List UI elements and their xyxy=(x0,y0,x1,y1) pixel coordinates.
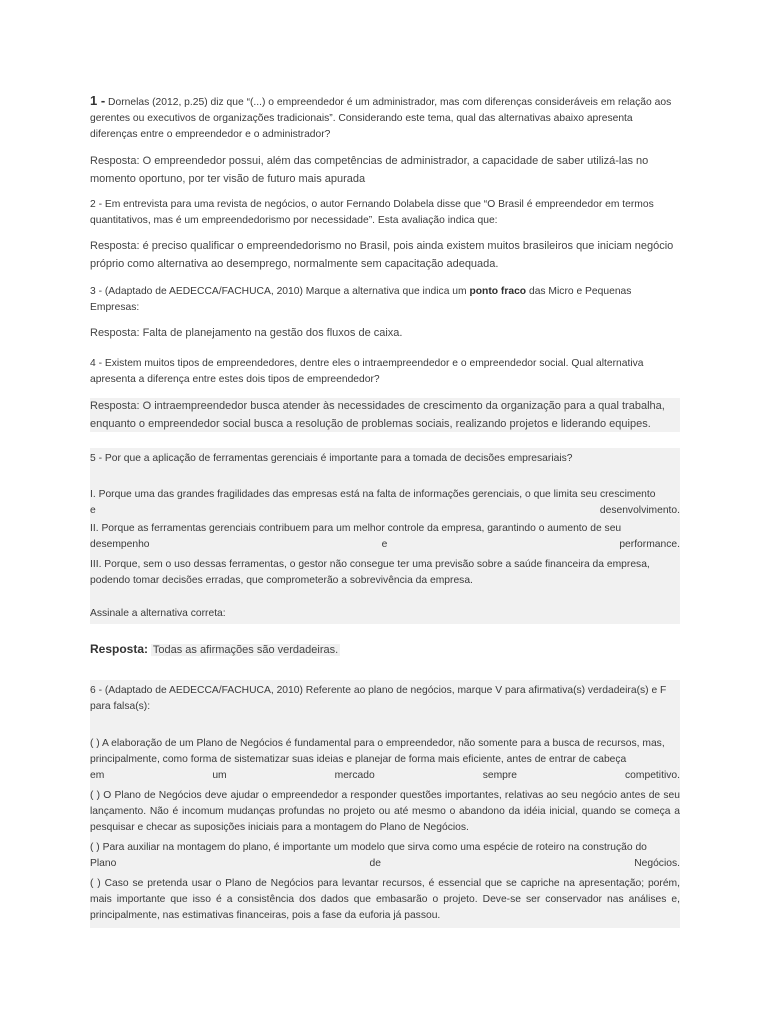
question-3-text-before: 3 - (Adaptado de AEDECCA/FACHUCA, 2010) Marque a alternativa que indica um xyxy=(90,286,470,297)
question-4-answer-text: O intraempreendedor busca atender às necessidades de crescimento da organização para a qual trabalha, enquanto o empreendedor social busca a resolução de problemas sociais, realizando projetos e liderando equipes. xyxy=(90,400,665,430)
word: mercado xyxy=(334,770,375,781)
word: de xyxy=(369,858,381,869)
word: e xyxy=(381,539,388,550)
question-1-text: Dornelas (2012, p.25) diz que “(...) o empreendedor é um administrador, mas com diferenças consideráveis em relação aos gerentes ou executivos de organizações tradicionais”. Considerando este tema, qual das alternativas abaixo apresenta diferenças entre o empreendedor e o administrador? xyxy=(90,97,672,140)
word: Plano xyxy=(90,858,117,869)
word: e xyxy=(90,505,96,516)
question-6-item-2: ( ) O Plano de Negócios deve ajudar o empreendedor a responder questões importantes, relativas ao seu negócio antes de seu lançamento. Não é incomum mudanças profundas no projeto ou até mesmo o abandono da idéia inicial, quando se começa a pesquisar e checar as suposições iniciais para a montagem do Plano de Negócios. xyxy=(90,790,680,833)
question-5-item-3: III. Porque, sem o uso dessas ferramentas, o gestor não consegue ter uma previsão sobre a saúde financeira da empresa, podendo tomar decisões erradas, que comprometerão a sobrevivência da empresa. xyxy=(90,559,650,586)
word: sempre xyxy=(482,770,518,781)
question-4-text: 4 - Existem muitos tipos de empreendedores, dentre eles o intraempreendedor e o empreendedor social. Qual alternativa apresenta a diferença entre estes dois tipos de empreendedor? xyxy=(90,358,644,385)
question-6-item-4: ( ) Caso se pretenda usar o Plano de Negócios para levantar recursos, é essencial que se capriche na apresentação; porém, mais importante que isso é a consistência dos dados que embasarão o projeto. Deve-se ser conservador nas análises e, principalmente, nas estimativas financeiras, pois a fase da euforia já passou. xyxy=(90,878,680,921)
question-6-item-3-line-2 xyxy=(90,856,680,872)
question-3-text-after: das Micro e Pequenas Empresas: xyxy=(90,286,632,313)
question-1-answer: Resposta: O empreendedor possui, além das competências de administrador, a capacidade de saber utilizá-las no momento oportuno, por ter visão de futuro mais apurada xyxy=(90,155,649,185)
word: desempenho xyxy=(90,539,150,550)
word: competitivo. xyxy=(625,770,680,781)
question-5-text: 5 - Por que a aplicação de ferramentas gerenciais é importante para a tomada de decisões empresariais? xyxy=(90,453,573,464)
question-3 xyxy=(90,284,680,316)
word: em xyxy=(90,770,105,781)
question-6-item-1-last-line xyxy=(90,768,680,784)
question-3-emphasis: ponto fraco xyxy=(469,286,527,297)
question-1 xyxy=(90,93,680,143)
question-3-answer: Resposta: Falta de planejamento na gestão dos fluxos de caixa. xyxy=(90,327,403,339)
question-5-instruction: Assinale a alternativa correta: xyxy=(90,608,226,619)
question-2-text: 2 - Em entrevista para uma revista de negócios, o autor Fernando Dolabela disse que “O Brasil é empreendedor em termos quantitativos, mas é um empreendedorismo por necessidade”. Esta avaliação indica que: xyxy=(90,199,654,226)
question-5-item-1-line-1: I. Porque uma das grandes fragilidades das empresas está na falta de informações gerenciais, o que limita seu crescimento xyxy=(90,489,656,500)
question-5-answer-label: Resposta: xyxy=(90,642,149,656)
question-2-answer: Resposta: é preciso qualificar o empreendedorismo no Brasil, pois ainda existem muitos brasileiros que iniciam negócio próprio como alternativa ao desemprego, normalmente sem capacitação adequada. xyxy=(90,240,674,270)
word: um xyxy=(212,770,227,781)
question-6-item-3-line-1: ( ) Para auxiliar na montagem do plano, é importante um modelo que sirva como uma espécie de roteiro na construção do xyxy=(90,842,647,853)
question-1-number: 1 - xyxy=(90,93,106,108)
question-5-answer-text: Todas as afirmações são verdadeiras. xyxy=(152,644,339,656)
question-5-item-1-line-2 xyxy=(90,503,680,519)
question-5-answer xyxy=(90,641,680,660)
question-5-item-1 xyxy=(90,487,680,519)
question-5-item-2 xyxy=(90,521,680,553)
question-5-item-2-line-2 xyxy=(90,537,680,553)
question-6-item-1 xyxy=(90,736,680,784)
question-4-answer xyxy=(90,398,680,432)
word: desenvolvimento. xyxy=(599,505,680,516)
question-6-item-1-text: ( ) A elaboração de um Plano de Negócios é fundamental para o empreendedor, não somente para a busca de recursos, mas, principalmente, como forma de sistematizar suas ideias e planejar de forma mais eficiente, antes de entrar de cabeça xyxy=(90,738,665,765)
question-5-item-2-line-1: II. Porque as ferramentas gerenciais contribuem para um melhor controle da empresa, garantindo o aumento de seu xyxy=(90,523,622,534)
question-6-item-3 xyxy=(90,840,680,872)
word: Negócios. xyxy=(634,858,680,869)
question-4-answer-label: Resposta: xyxy=(90,400,143,412)
question-6-text: 6 - (Adaptado de AEDECCA/FACHUCA, 2010) Referente ao plano de negócios, marque V para afirmativa(s) verdadeira(s) e F para falsa(s): xyxy=(90,685,667,712)
word: performance. xyxy=(619,539,680,550)
